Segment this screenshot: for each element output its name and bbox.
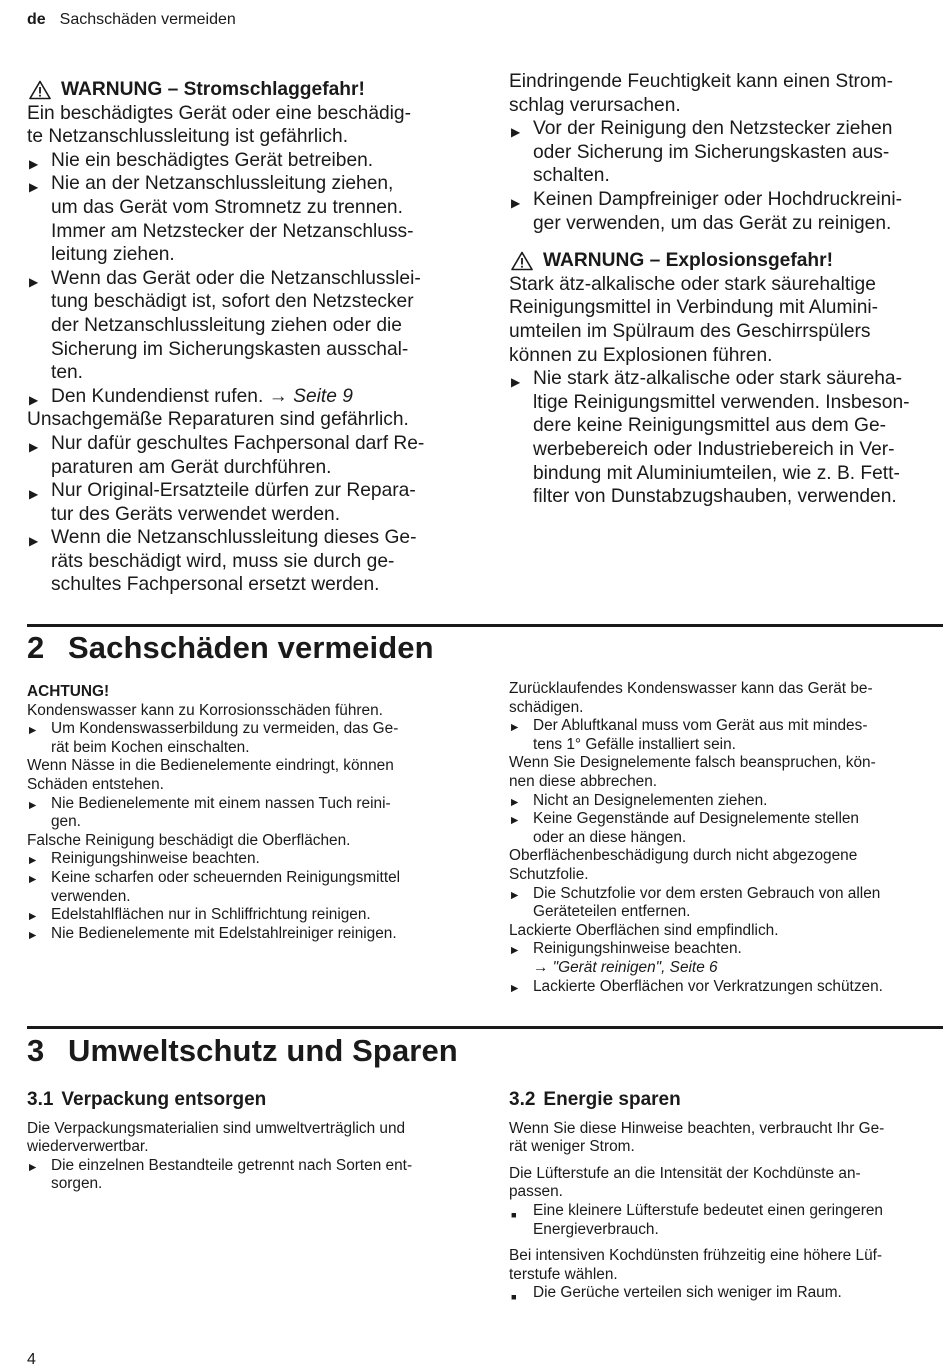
- list-item: ▶ Keine scharfen oder scheuernden Reinigungsmittel verwenden.: [29, 868, 401, 905]
- page-header: [27, 11, 236, 29]
- list-item: ▶ Nie stark ätz-alkalische oder stark säureha- ltige Reinigungsmittel verwenden. Insbeson- dere keine Reinigungsmittel aus dem Ge- werbebereich oder Industriebereich in Ver- bindung mit Aluminiumteilen, wie z. B. Fett- filter von Dunstabzugshauben, verwenden.: [511, 368, 910, 508]
- list-item: ▶ Nie an der Netzanschlussleitung ziehen, um das Gerät vom Stromnetz zu trennen. Immer am Netzstecker der Netzanschluss- leitung ziehen.: [29, 173, 414, 266]
- warning-text: Unsachgemäße Reparaturen sind gefährlich.: [27, 409, 409, 431]
- subsection-3-2-heading: 3.2 Energie sparen: [509, 1089, 681, 1110]
- arrow-right-icon: →: [268, 385, 288, 407]
- list-item: ▶ Die Schutzfolie vor dem ersten Gebrauch von allen Geräteteilen entfernen.: [511, 884, 881, 921]
- section-2-right: Zurücklaufendes Kondenswasser kann das Gerät be- schädigen. ▶ Der Abluftkanal muss vom Gerät aus mit mindes- tens 1° Gefälle installiert sein. Wenn Sie Designelemente falsch beanspruchen, kön- nen diese abbrechen. ▶ Nicht an Designelementen ziehen. ▶ Keine Gegenstände auf Designelemente stellen oder an diese hängen. Oberflächenbeschädigung durch nicht abgezogene Schutzfolie. ▶ Die Schutzfolie vor dem ersten Gebrauch von allen Geräteteilen entfernen. Lackierte Oberflächen sind empfindlich. ▶ Reinigungshinweise beachten. → "Gerät reinigen", Seite 6 ▶ Lackierte Oberflächen vor Verkratzungen schützen.: [509, 680, 943, 996]
- warning-right-column: [509, 70, 943, 509]
- list-item: ▶ Reinigungshinweise beachten. → "Gerät reinigen", Seite 6: [511, 940, 742, 976]
- warning-explosion-title: WARNUNG – Explosionsgefahr!: [509, 249, 943, 273]
- list-item: ▶ Vor der Reinigung den Netzstecker ziehen oder Sicherung im Sicherungskasten aus- schalten.: [511, 118, 893, 187]
- list-item: ▶ Nie Bedienelemente mit Edelstahlreiniger reinigen.: [29, 924, 397, 942]
- warning-triangle-icon: [29, 80, 51, 100]
- arrow-right-icon: →: [533, 958, 549, 976]
- page-number: 4: [27, 1351, 36, 1368]
- list-item: ▶ Nur dafür geschultes Fachpersonal darf Re- paraturen am Gerät durchführen.: [29, 432, 425, 478]
- header-title: Sachschäden vermeiden: [59, 11, 236, 28]
- warning-text: Eindringende Feuchtigkeit kann einen Strom- schlag verursachen.: [509, 71, 893, 116]
- list-item: ▶ Nicht an Designelementen ziehen.: [511, 791, 768, 809]
- list-item: ▶ Den Kundendienst rufen. → Seite 9: [29, 385, 353, 407]
- warning-text: Stark ätz-alkalische oder stark säurehaltige Reinigungsmittel in Verbindung mit Alumini- umteilen im Spülraum des Geschirrspülers können zu Explosionen führen.: [509, 273, 879, 366]
- list-item: ▶ Die einzelnen Bestandteile getrennt nach Sorten ent- sorgen.: [29, 1156, 413, 1193]
- section-2-heading: 2 Sachschäden vermeiden: [27, 630, 434, 665]
- page-reference-link[interactable]: "Gerät reinigen", Seite 6: [552, 958, 718, 976]
- list-item: ▶ Nie ein beschädigtes Gerät betreiben.: [29, 149, 374, 171]
- caution-label: ACHTUNG!: [27, 683, 110, 700]
- list-item: ■ Die Gerüche verteilen sich weniger im Raum.: [511, 1284, 842, 1303]
- list-item: ▶ Der Abluftkanal muss vom Gerät aus mit mindes- tens 1° Gefälle installiert sein.: [511, 717, 868, 753]
- section-2-left: ACHTUNG! Kondenswasser kann zu Korrosionsschäden führen. ▶ Um Kondenswasserbildung zu vermeiden, das Ge- rät beim Kochen einschalten. Wenn Nässe in die Bedienelemente eindringt, können Schäden entstehen. ▶ Nie Bedienelemente mit einem nassen Tuch reini- gen. Falsche Reinigung beschädigt die Oberflächen. ▶ Reinigungshinweise beachten. ▶ Keine scharfen oder scheuernden Reinigungsmittel verwenden. ▶ Edelstahlflächen nur in Schliffrichtung reinigen. ▶ Nie Bedienelemente mit Edelstahlreiniger reinigen.: [27, 683, 465, 943]
- page-reference-link[interactable]: Seite 9: [293, 385, 353, 407]
- list-item: ▶ Lackierte Oberflächen vor Verkratzungen schützen.: [511, 977, 883, 995]
- warning-electric-title: WARNUNG – Stromschlaggefahr!: [27, 78, 465, 102]
- list-item: ▶ Nie Bedienelemente mit einem nassen Tuch reini- gen.: [29, 794, 391, 831]
- language-code: de: [27, 11, 46, 28]
- list-item: ▶ Nur Original-Ersatzteile dürfen zur Repara- tur des Geräts verwendet werden.: [29, 480, 416, 525]
- list-item: ▶ Wenn die Netzanschlussleitung dieses Ge- räts beschädigt wird, muss sie durch ge- schultes Fachpersonal ersetzt werden.: [29, 527, 417, 596]
- list-item: ■ Eine kleinere Lüfterstufe bedeutet einen geringeren Energieverbrauch.: [511, 1201, 883, 1238]
- section-divider: [27, 1026, 943, 1029]
- subsection-3-1-heading: 3.1 Verpackung entsorgen: [27, 1089, 267, 1110]
- section-divider: [27, 624, 943, 627]
- list-item: ▶ Reinigungshinweise beachten.: [29, 850, 260, 868]
- list-item: ▶ Keinen Dampfreiniger oder Hochdruckreini- ger verwenden, um das Gerät zu reinigen.: [511, 188, 903, 234]
- list-item: ▶ Um Kondenswasserbildung zu vermeiden, das Ge- rät beim Kochen einschalten.: [29, 720, 399, 756]
- warning-triangle-icon: [511, 251, 533, 271]
- list-item: ▶ Keine Gegenstände auf Designelemente stellen oder an diese hängen.: [511, 810, 859, 846]
- list-item: ▶ Wenn das Gerät oder die Netzanschlusslei- tung beschädigt ist, sofort den Netzstecker der Netzanschlussleitung ziehen oder die Sicherung im Sicherungskasten ausschal- ten.: [29, 267, 421, 384]
- section-3-2: 3.2 Energie sparen Wenn Sie diese Hinweise beachten, verbraucht Ihr Ge- rät weniger Strom. Die Lüfterstufe an die Intensität der Kochdünste an- passen. ■ Eine kleinere Lüfterstufe bedeutet einen geringeren Energieverbrauch. Bei intensiven Kochdünsten frühzeitig eine höhere Lüf- terstufe wählen. ■ Die Gerüche verteilen sich weniger im Raum.: [509, 1091, 943, 1303]
- section-3-1: 3.1 Verpackung entsorgen Die Verpackungsmaterialien sind umweltverträglich und wiederverwertbar. ▶ Die einzelnen Bestandteile getrennt nach Sorten ent- sorgen.: [27, 1091, 465, 1194]
- warning-text: Ein beschädigtes Gerät oder eine beschädig- te Netzanschlussleitung ist gefährlich.: [27, 102, 411, 148]
- warning-electric-left: [27, 78, 465, 597]
- section-3-heading: 3 Umweltschutz und Sparen: [27, 1033, 458, 1068]
- list-item: ▶ Edelstahlflächen nur in Schliffrichtung reinigen.: [29, 906, 371, 924]
